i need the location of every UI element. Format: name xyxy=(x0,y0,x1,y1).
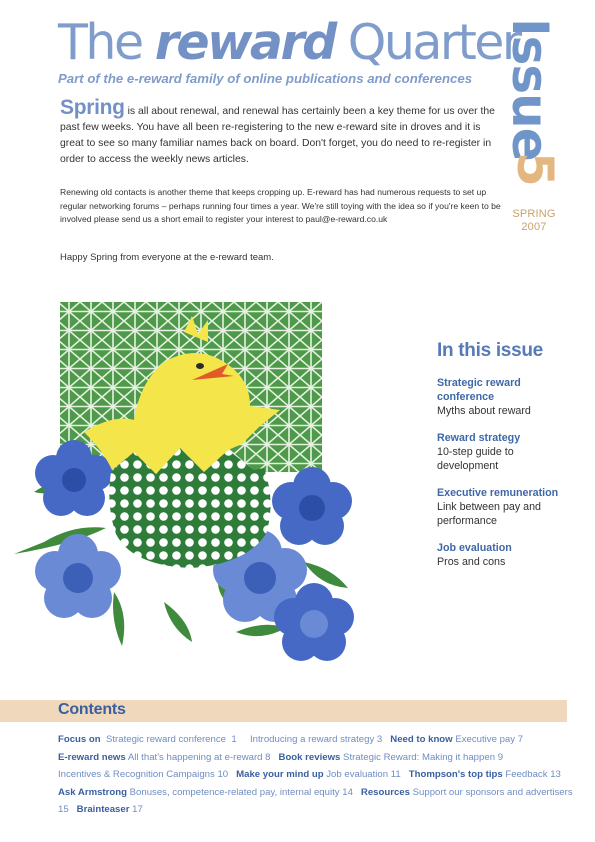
intro-paragraph-2: Renewing old contacts is another theme that keeps cropping up. E-reward has had numerous requests to set up regular networking forums – perhaps running four times a year. We're still toying with the idea so if you're keen to be involved please send us a short email to register your interest to paul@e-reward.co.uk xyxy=(60,187,501,224)
toc-page: 13 xyxy=(550,769,561,780)
toc-section: Thompson's top tips xyxy=(408,769,503,780)
title-part-reward: reward xyxy=(154,14,335,71)
intro-section xyxy=(60,96,502,227)
issue-item xyxy=(437,541,577,569)
toc-page: 15 xyxy=(58,804,69,815)
issue-item-description: Myths about reward xyxy=(437,405,531,417)
toc-entry-text: Strategic reward conference xyxy=(105,734,226,745)
issue-item-description: Pros and cons xyxy=(437,556,506,568)
toc-entry-text: Support our sponsors and advertisers xyxy=(412,786,573,798)
toc-page: 14 xyxy=(342,786,353,798)
contents-heading: Contents xyxy=(58,701,126,718)
issue-item-heading: Executive remuneration xyxy=(437,487,559,499)
toc-section: Brainteaser xyxy=(76,804,130,815)
toc-entry-text: Executive pay xyxy=(455,734,516,745)
egg-illustration xyxy=(109,448,270,568)
issue-item-description: Link between pay and performance xyxy=(437,501,541,527)
intro-lead-text: is all about renewal, and renewal has certainly been a key theme for us over the past few weeks. You have all been re-registering to the new e-reward site in droves and it is great to see so many familiar names back on board. Don't forget, you do need to re-register in order to access the weekly news articles. xyxy=(60,106,495,165)
publication-subtitle: Part of the e-reward family of online publications and conferences xyxy=(58,71,473,86)
issue-date xyxy=(506,208,562,234)
issue-item-heading: Job evaluation xyxy=(437,542,512,554)
table-of-contents xyxy=(58,731,580,819)
title-part-quarter: Quarter xyxy=(347,14,520,71)
toc-page: 3 xyxy=(376,734,383,745)
toc-section: Ask Armstrong xyxy=(58,786,127,798)
toc-page: 8 xyxy=(265,751,271,763)
toc-section: Need to know xyxy=(390,734,453,745)
toc-entry-text: Bonuses, competence-related pay, internal equity xyxy=(129,786,340,798)
toc-entry-text: Job evaluation xyxy=(326,769,389,780)
issue-item-description: 10-step guide to development xyxy=(437,446,514,472)
issue-number: 5 xyxy=(506,152,564,187)
toc-page: 10 xyxy=(217,769,229,780)
toc-entry-text: Introducing a reward strategy xyxy=(249,734,375,745)
toc-section: E-reward news xyxy=(58,751,126,763)
in-this-issue-heading: In this issue xyxy=(437,340,543,361)
issue-item-heading: Strategic reward conference xyxy=(437,377,521,403)
issue-season: SPRING xyxy=(512,208,556,220)
issue-item xyxy=(437,486,577,528)
toc-page: 1 xyxy=(231,734,237,745)
issue-item-heading: Reward strategy xyxy=(437,432,521,444)
intro-lead-word: Spring xyxy=(60,96,125,119)
toc-section: Book reviews xyxy=(278,751,341,763)
toc-page: 7 xyxy=(517,734,524,745)
title-part-the: The xyxy=(58,14,142,71)
publication-title xyxy=(58,12,520,74)
intro-paragraph-3: Happy Spring from everyone at the e-reward team. xyxy=(60,252,274,263)
toc-section: Make your mind up xyxy=(236,769,324,780)
issue-item xyxy=(437,376,577,418)
toc-entry-text: Strategic Reward: Making it happen xyxy=(343,751,496,763)
intro-paragraph-1 xyxy=(60,96,502,168)
issue-year: 2007 xyxy=(521,221,547,233)
toc-section: Resources xyxy=(360,786,410,798)
in-this-issue-panel xyxy=(437,340,577,582)
toc-page: 11 xyxy=(390,769,401,780)
toc-entry-text: All that's happening at e-reward xyxy=(127,751,263,763)
toc-entry-text: Incentives & Recognition Campaigns xyxy=(58,769,215,780)
toc-section: Focus on xyxy=(58,734,101,745)
toc-page: 17 xyxy=(132,804,143,815)
masthead xyxy=(58,12,520,86)
toc-page: 9 xyxy=(497,751,504,763)
issue-label: Issue xyxy=(501,18,559,161)
issue-item xyxy=(437,431,577,473)
toc-entry-text: Feedback xyxy=(505,769,548,780)
spring-chick-illustration xyxy=(14,302,354,664)
